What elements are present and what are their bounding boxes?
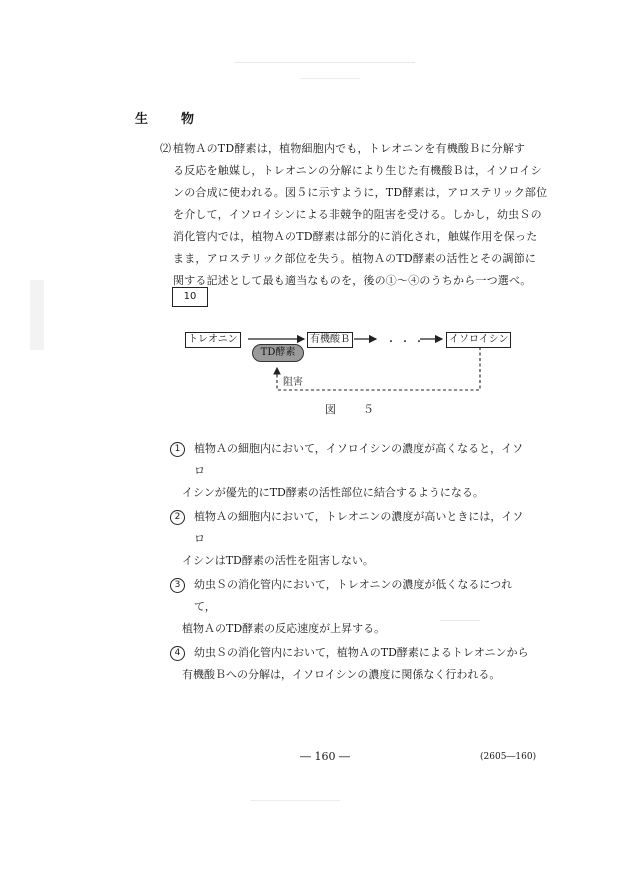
answer-choices: [170, 438, 532, 688]
question-text: [173, 138, 548, 292]
pathway-dots: ・・・: [386, 337, 428, 348]
question-number: ⑵: [160, 142, 171, 155]
td-enzyme-shape: TD酵素: [252, 344, 304, 362]
question-line: を介して，イソロイシンによる非競争的阻害を受ける。しかし，幼虫Ｓの: [173, 208, 542, 221]
question-line: 関する記述として最も適当なものを，後の①～④のうちから一つ選べ。: [173, 274, 532, 287]
choice-2[interactable]: [170, 506, 532, 572]
inhibition-label: 阻害: [283, 377, 303, 388]
choice-text: 植物Ａの細胞内において，トレオニンの濃度が高いときには，イソロ: [194, 510, 524, 545]
isoleucine-box: イソロイシン: [446, 332, 511, 348]
choice-text: イシンが優先的にTD酵素の活性部位に結合するようになる。: [182, 486, 484, 499]
choice-number-1: 1: [170, 442, 185, 457]
figure-caption: 図 ５: [325, 403, 382, 416]
answer-number-box: 10: [172, 287, 208, 307]
choice-text: 幼虫Ｓの消化管内において，植物ＡのTD酵素によるトレオニンから: [194, 646, 529, 659]
choice-3[interactable]: [170, 574, 532, 640]
question-line: 消化管内では，植物ＡのTD酵素は部分的に消化され，触媒作用を保った: [173, 230, 538, 243]
subject-heading: 生 物: [135, 112, 205, 127]
choice-text: 植物ＡのTD酵素の反応速度が上昇する。: [182, 622, 386, 635]
threonine-box: トレオニン: [185, 332, 241, 348]
choice-4[interactable]: [170, 642, 532, 686]
choice-number-3: 3: [170, 578, 185, 593]
choice-text: イシンはTD酵素の活性を阻害しない。: [182, 554, 374, 567]
question-line: る反応を触媒し，トレオニンの分解により生じた有機酸Ｂは，イソロイシ: [173, 164, 542, 177]
choice-text: 植物Ａの細胞内において，イソロイシンの濃度が高くなると，イソロ: [194, 442, 524, 477]
question-line: 植物ＡのTD酵素は，植物細胞内でも，トレオニンを有機酸Ｂに分解す: [173, 142, 526, 155]
choice-text: 幼虫Ｓの消化管内において，トレオニンの濃度が低くなるにつれて，: [194, 578, 513, 613]
organic-acid-b-box: 有機酸Ｂ: [307, 332, 353, 348]
choice-number-2: 2: [170, 510, 185, 525]
exam-code: (2605―160): [480, 752, 537, 762]
choice-text: 有機酸Ｂへの分解は，イソロイシンの濃度に関係なく行われる。: [182, 668, 501, 681]
choice-1[interactable]: [170, 438, 532, 504]
page-number: ― 160 ―: [300, 750, 350, 763]
choice-number-4: 4: [170, 646, 185, 661]
question-line: まま，アロステリック部位を失う。植物ＡのTD酵素の活性とその調節に: [173, 252, 537, 265]
question-line: ンの合成に使われる。図５に示すように，TD酵素は，アロステリック部位: [173, 186, 548, 199]
